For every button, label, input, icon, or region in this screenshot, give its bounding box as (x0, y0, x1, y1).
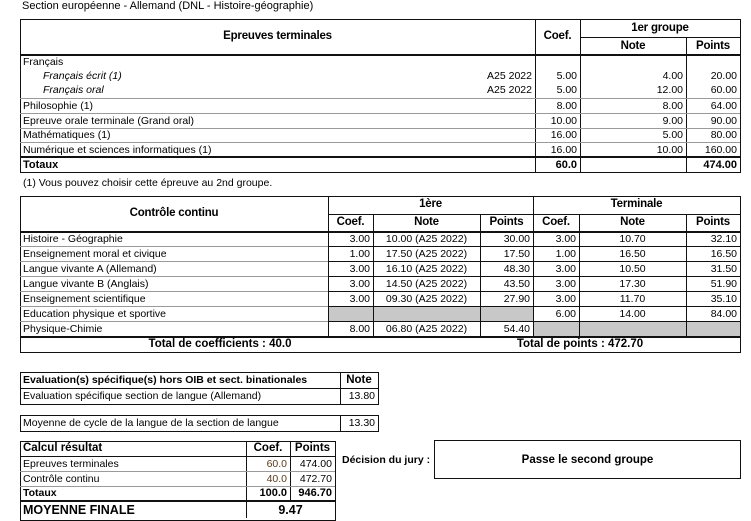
note: 10.00 (656, 143, 683, 156)
terminale-coef: 3.00 (555, 292, 576, 305)
premiere-points: 54.40 (503, 322, 530, 335)
row-label-philosophie: Philosophie (1) (23, 99, 94, 112)
points-header: Points (696, 39, 730, 52)
premiere-points: 27.90 (503, 292, 530, 305)
subject-label: Langue vivante A (Allemand) (23, 262, 157, 275)
subject-label: Physique-Chimie (23, 322, 103, 335)
group-header: 1er groupe (631, 21, 689, 34)
decision-label: Décision du jury : (342, 454, 431, 466)
premiere-note: 09.30 (A25 2022) (385, 292, 468, 305)
points: 20.00 (710, 69, 737, 82)
coef: 5.00 (556, 69, 577, 82)
epreuves-terminales-header: Epreuves terminales (223, 30, 332, 43)
calcul-coef: 40.0 (266, 472, 287, 485)
row-label-francais-oral: Français oral (43, 83, 104, 96)
totaux-label: Totaux (23, 158, 59, 171)
decision-box (434, 440, 741, 479)
terminale-coef-header: Coef. (542, 216, 570, 229)
terminale-coef: 3.00 (555, 232, 576, 245)
row-label-francais-ecrit: Français écrit (1) (43, 69, 122, 82)
premiere-coef: 3.00 (349, 262, 370, 275)
note: 4.00 (662, 69, 683, 82)
coef: 16.00 (550, 129, 577, 142)
evaluations-header: Evaluation(s) spécifique(s) hors OIB et sect. binationales (23, 374, 308, 387)
subject-label: Langue vivante B (Anglais) (23, 277, 149, 290)
calcul-label: Epreuves terminales (23, 457, 119, 470)
footnote: (1) Vous pouvez choisir cette épreuve au 2nd groupe. (23, 177, 273, 189)
premiere-note-header: Note (414, 216, 439, 229)
terminale-note: 10.70 (619, 232, 646, 245)
row-label-grand-oral: Epreuve orale terminale (Grand oral) (23, 114, 194, 127)
premiere-points: 17.50 (503, 247, 530, 260)
terminale-header: Terminale (610, 198, 663, 211)
calcul-points-header: Points (294, 442, 331, 455)
total-points: Total de points : 472.70 (516, 337, 644, 350)
evaluation-label: Evaluation spécifique section de langue (Allemand) (23, 390, 262, 403)
premiere-note: 10.00 (A25 2022) (385, 232, 468, 245)
totaux-points: 474.00 (703, 158, 737, 171)
premiere-points: 43.50 (503, 277, 530, 290)
points: 60.00 (710, 83, 737, 96)
decision-value: Passe le second groupe (521, 453, 654, 466)
terminale-coef: 1.00 (555, 247, 576, 260)
premiere-points-header: Points (489, 216, 524, 229)
points: 80.00 (710, 129, 737, 142)
subject-label: Enseignement scientifique (23, 292, 146, 305)
note: 8.00 (662, 99, 683, 112)
moyenne-cycle-value: 13.30 (348, 417, 375, 430)
subject-label: Histoire - Géographie (23, 232, 123, 245)
calcul-label: Contrôle continu (23, 472, 100, 485)
terminale-coef: 6.00 (555, 307, 576, 320)
note: 12.00 (656, 83, 683, 96)
premiere-header: 1ère (419, 198, 442, 211)
calcul-points: 472.70 (299, 472, 332, 485)
terminale-note-header: Note (620, 216, 645, 229)
calcul-coef-header: Coef. (253, 442, 283, 455)
moyenne-finale-value: 9.47 (278, 502, 303, 517)
premiere-coef: 1.00 (349, 247, 370, 260)
calcul-totaux-points: 946.70 (298, 487, 332, 499)
moyenne-finale-label: MOYENNE FINALE (23, 502, 135, 517)
terminale-points: 31.50 (710, 262, 737, 275)
calcul-coef: 60.0 (266, 457, 287, 470)
terminale-points: 16.50 (710, 247, 737, 260)
moyenne-cycle-label: Moyenne de cycle de la langue de la section de langue (23, 417, 279, 430)
terminale-note: 17.30 (619, 277, 646, 290)
points: 160.00 (704, 143, 737, 156)
terminale-note: 14.00 (619, 307, 646, 320)
premiere-coef: 3.00 (349, 292, 370, 305)
note: 5.00 (662, 129, 683, 142)
terminale-note: 10.50 (619, 262, 646, 275)
subject-label: Education physique et sportive (23, 307, 167, 320)
evaluation-note: 13.80 (348, 390, 375, 403)
note: 9.00 (662, 114, 683, 127)
coef-header: Coef. (543, 30, 572, 43)
calcul-totaux-coef: 100.0 (259, 487, 287, 499)
premiere-coef: 8.00 (349, 322, 370, 335)
total-coefficients: Total de coefficients : 40.0 (148, 337, 292, 350)
premiere-points: 48.30 (503, 262, 530, 275)
coef: 16.00 (550, 143, 577, 156)
terminale-points: 51.90 (710, 277, 737, 290)
calcul-points: 474.00 (299, 457, 332, 470)
terminale-points: 35.10 (710, 292, 737, 305)
coef: 10.00 (550, 114, 577, 127)
row-label-mathematiques: Mathématiques (1) (23, 129, 111, 142)
terminale-points-header: Points (696, 216, 730, 229)
terminale-coef: 3.00 (555, 277, 576, 290)
premiere-note: 17.50 (A25 2022) (385, 247, 468, 260)
row-label-nsi: Numérique et sciences informatiques (1) (23, 143, 212, 156)
premiere-note: 06.80 (A25 2022) (385, 322, 468, 335)
controle-continu-header: Contrôle continu (129, 207, 219, 220)
coef: 5.00 (556, 83, 577, 96)
section-title: Section européenne - Allemand (DNL - Histoire-géographie) (22, 0, 314, 12)
terminale-note: 11.70 (619, 292, 646, 305)
terminale-note: 16.50 (619, 247, 646, 260)
coef: 8.00 (556, 99, 577, 112)
session: A25 2022 (487, 69, 532, 82)
note-header: Note (620, 39, 646, 52)
totaux-coef: 60.0 (555, 158, 577, 171)
premiere-coef: 3.00 (349, 277, 370, 290)
premiere-points: 30.00 (503, 232, 530, 245)
premiere-coef: 3.00 (349, 232, 370, 245)
premiere-note: 16.10 (A25 2022) (385, 262, 468, 275)
subject-label: Enseignement moral et civique (23, 247, 167, 260)
premiere-coef-header: Coef. (336, 216, 365, 229)
session: A25 2022 (487, 83, 532, 96)
terminale-coef: 3.00 (555, 262, 576, 275)
terminale-points: 84.00 (710, 307, 737, 320)
premiere-note: 14.50 (A25 2022) (385, 277, 468, 290)
points: 90.00 (710, 114, 737, 127)
calcul-totaux-label: Totaux (23, 487, 57, 500)
points: 64.00 (710, 99, 737, 112)
row-label-francais: Français (23, 55, 64, 68)
evaluations-note-header: Note (346, 373, 372, 386)
calcul-header: Calcul résultat (23, 442, 103, 455)
terminale-points: 32.10 (710, 232, 737, 245)
